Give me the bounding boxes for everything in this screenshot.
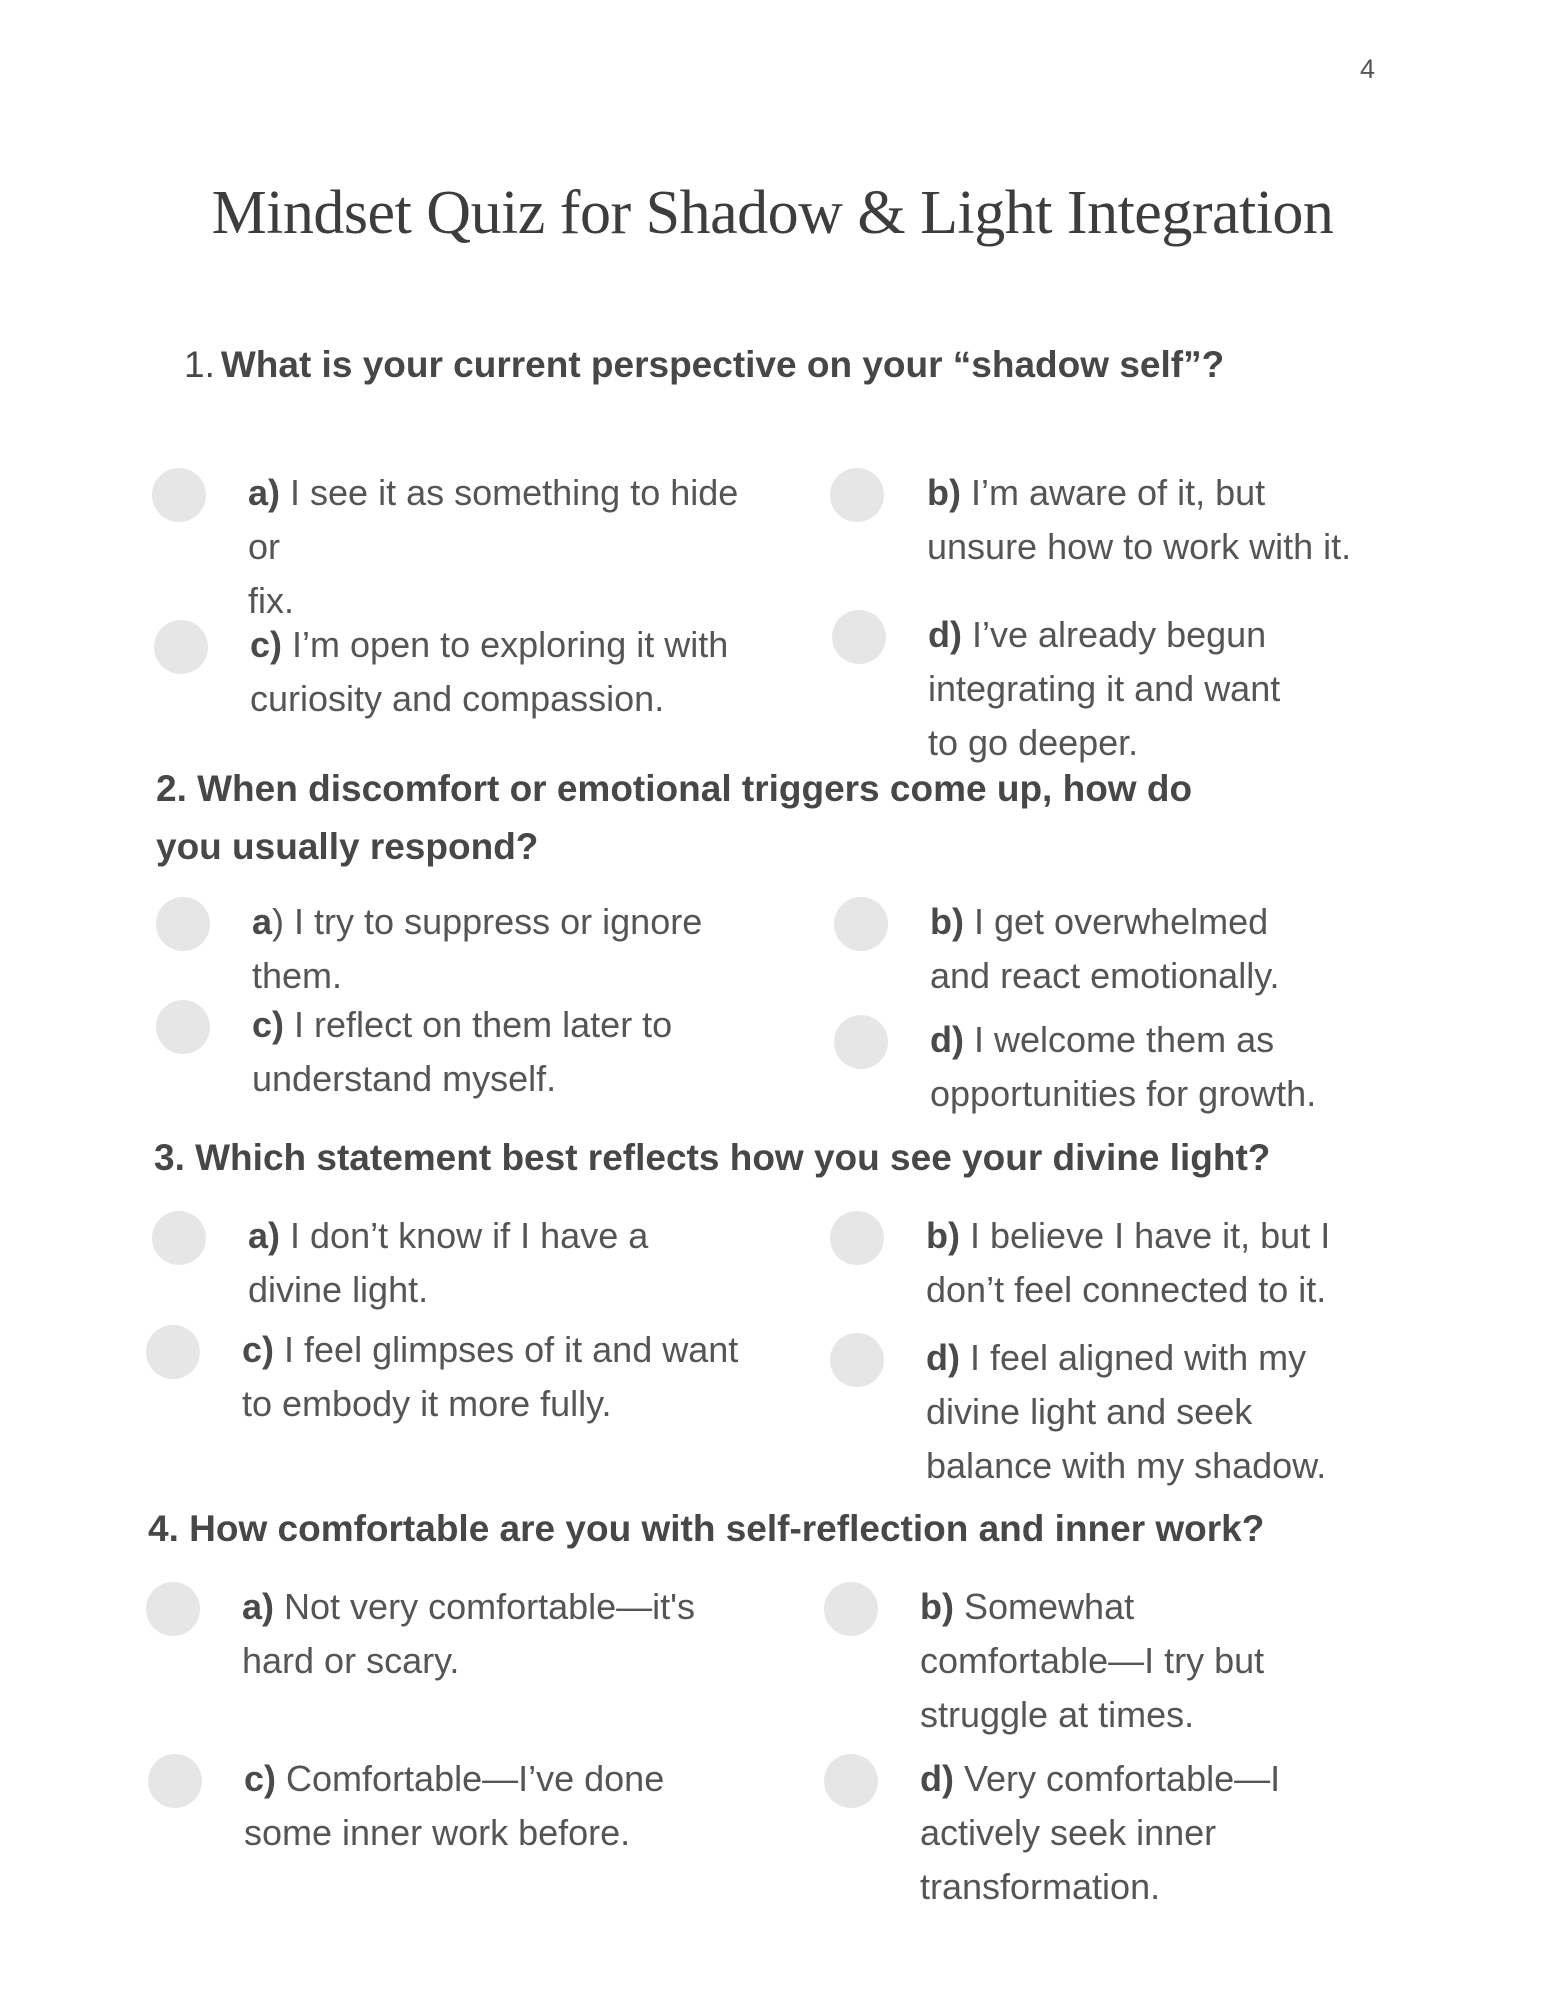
radio-circle[interactable] [830,1211,884,1265]
radio-circle[interactable] [834,1015,888,1069]
option-letter: c) [244,1758,277,1799]
option-label [252,998,672,1106]
option-text-line: Very comfortable—I [964,1758,1281,1799]
option-label [930,1013,1316,1121]
option-letter: c) [250,624,283,665]
option-text-line: I try to suppress or ignore [294,901,703,942]
option-text-line: Comfortable—I’ve done [286,1758,665,1799]
radio-circle[interactable] [146,1582,200,1636]
option-text-line: I feel aligned with my [970,1337,1307,1378]
option-text-line: comfortable—I try but [920,1640,1265,1681]
option-letter: a) [248,1215,281,1256]
radio-circle[interactable] [148,1754,202,1808]
option-label [248,466,752,628]
option-letter: c) [252,1004,285,1045]
page-title: Mindset Quiz for Shadow & Light Integration [211,179,1334,247]
option-text-line: balance with my shadow. [926,1445,1327,1486]
option-text-line: I welcome them as [974,1019,1275,1060]
option-text-line: I reflect on them later to [294,1004,673,1045]
option-label [242,1323,738,1431]
option-text-line: I’ve already begun [972,614,1267,655]
option-text-line: I don’t know if I have a [290,1215,649,1256]
radio-circle[interactable] [154,620,208,674]
radio-circle[interactable] [824,1754,878,1808]
option-letter-suffix: ) [272,901,285,942]
question-text: What is your current perspective on your “shadow self”? [220,344,1225,385]
radio-circle[interactable] [152,1211,206,1265]
option-text-line: divine light. [248,1269,429,1310]
option-label [927,466,1351,574]
option-label [928,608,1280,770]
question-2 [156,760,1192,876]
option-text-line: them. [252,955,343,996]
option-text-line: hard or scary. [242,1640,460,1681]
option-letter: b) [930,901,964,942]
radio-circle[interactable] [832,610,886,664]
option-label [244,1752,664,1860]
option-letter: b) [927,472,961,513]
option-text-line: Somewhat [964,1586,1135,1627]
option-letter: a) [248,472,281,513]
option-label [930,895,1280,1003]
option-text-line: divine light and seek [926,1391,1253,1432]
option-letter: d) [928,614,962,655]
option-letter: c) [242,1329,275,1370]
option-label [248,1209,648,1317]
radio-circle[interactable] [834,897,888,951]
option-text-line: curiosity and compassion. [250,678,665,719]
option-letter: d) [920,1758,954,1799]
option-text-line: actively seek inner [920,1812,1217,1853]
option-text-line: to embody it more fully. [242,1383,612,1424]
option-label [920,1580,1264,1742]
option-text-line: integrating it and want [928,668,1281,709]
option-text-line: I’m aware of it, but [971,472,1266,513]
option-letter: b) [926,1215,960,1256]
option-text-line: to go deeper. [928,722,1139,763]
option-label [920,1752,1280,1914]
option-text-line: some inner work before. [244,1812,631,1853]
option-text-line: don’t feel connected to it. [926,1269,1327,1310]
option-text-line: I believe I have it, but I [970,1215,1331,1256]
question-1 [184,336,1224,394]
option-text-line: I see it as something to hide or [248,472,739,567]
option-text-line: and react emotionally. [930,955,1280,996]
question-3 [154,1129,1270,1187]
option-text-line: unsure how to work with it. [927,526,1352,567]
question-text: 2. When discomfort or emotional triggers come up, how do [156,768,1193,809]
radio-circle[interactable] [156,1000,210,1054]
radio-circle[interactable] [830,468,884,522]
option-text-line: I’m open to exploring it with [292,624,729,665]
question-number: 1. [184,344,215,385]
option-letter: d) [930,1019,964,1060]
option-label [926,1331,1326,1493]
page-number: 4 [1360,54,1376,84]
radio-circle[interactable] [824,1582,878,1636]
option-text-line: transformation. [920,1866,1161,1907]
option-label [926,1209,1330,1317]
option-label [250,618,728,726]
radio-circle[interactable] [146,1325,200,1379]
option-text-line: fix. [248,580,295,621]
question-text: you usually respond? [156,826,539,867]
question-4 [148,1500,1264,1558]
option-label [242,1580,695,1688]
radio-circle[interactable] [152,468,206,522]
option-text-line: Not very comfortable—it's [284,1586,696,1627]
option-text-line: opportunities for growth. [930,1073,1317,1114]
option-letter: a) [242,1586,275,1627]
question-text: 4. How comfortable are you with self-reflection and inner work? [148,1508,1265,1549]
option-text-line: struggle at times. [920,1694,1195,1735]
option-letter: b) [920,1586,954,1627]
option-label [252,895,702,1003]
radio-circle[interactable] [830,1333,884,1387]
option-letter: a [252,901,273,942]
question-text: 3. Which statement best reflects how you see your divine light? [154,1137,1271,1178]
option-text-line: I get overwhelmed [974,901,1269,942]
option-text-line: I feel glimpses of it and want [284,1329,739,1370]
option-letter: d) [926,1337,960,1378]
radio-circle[interactable] [156,897,210,951]
option-text-line: understand myself. [252,1058,557,1099]
